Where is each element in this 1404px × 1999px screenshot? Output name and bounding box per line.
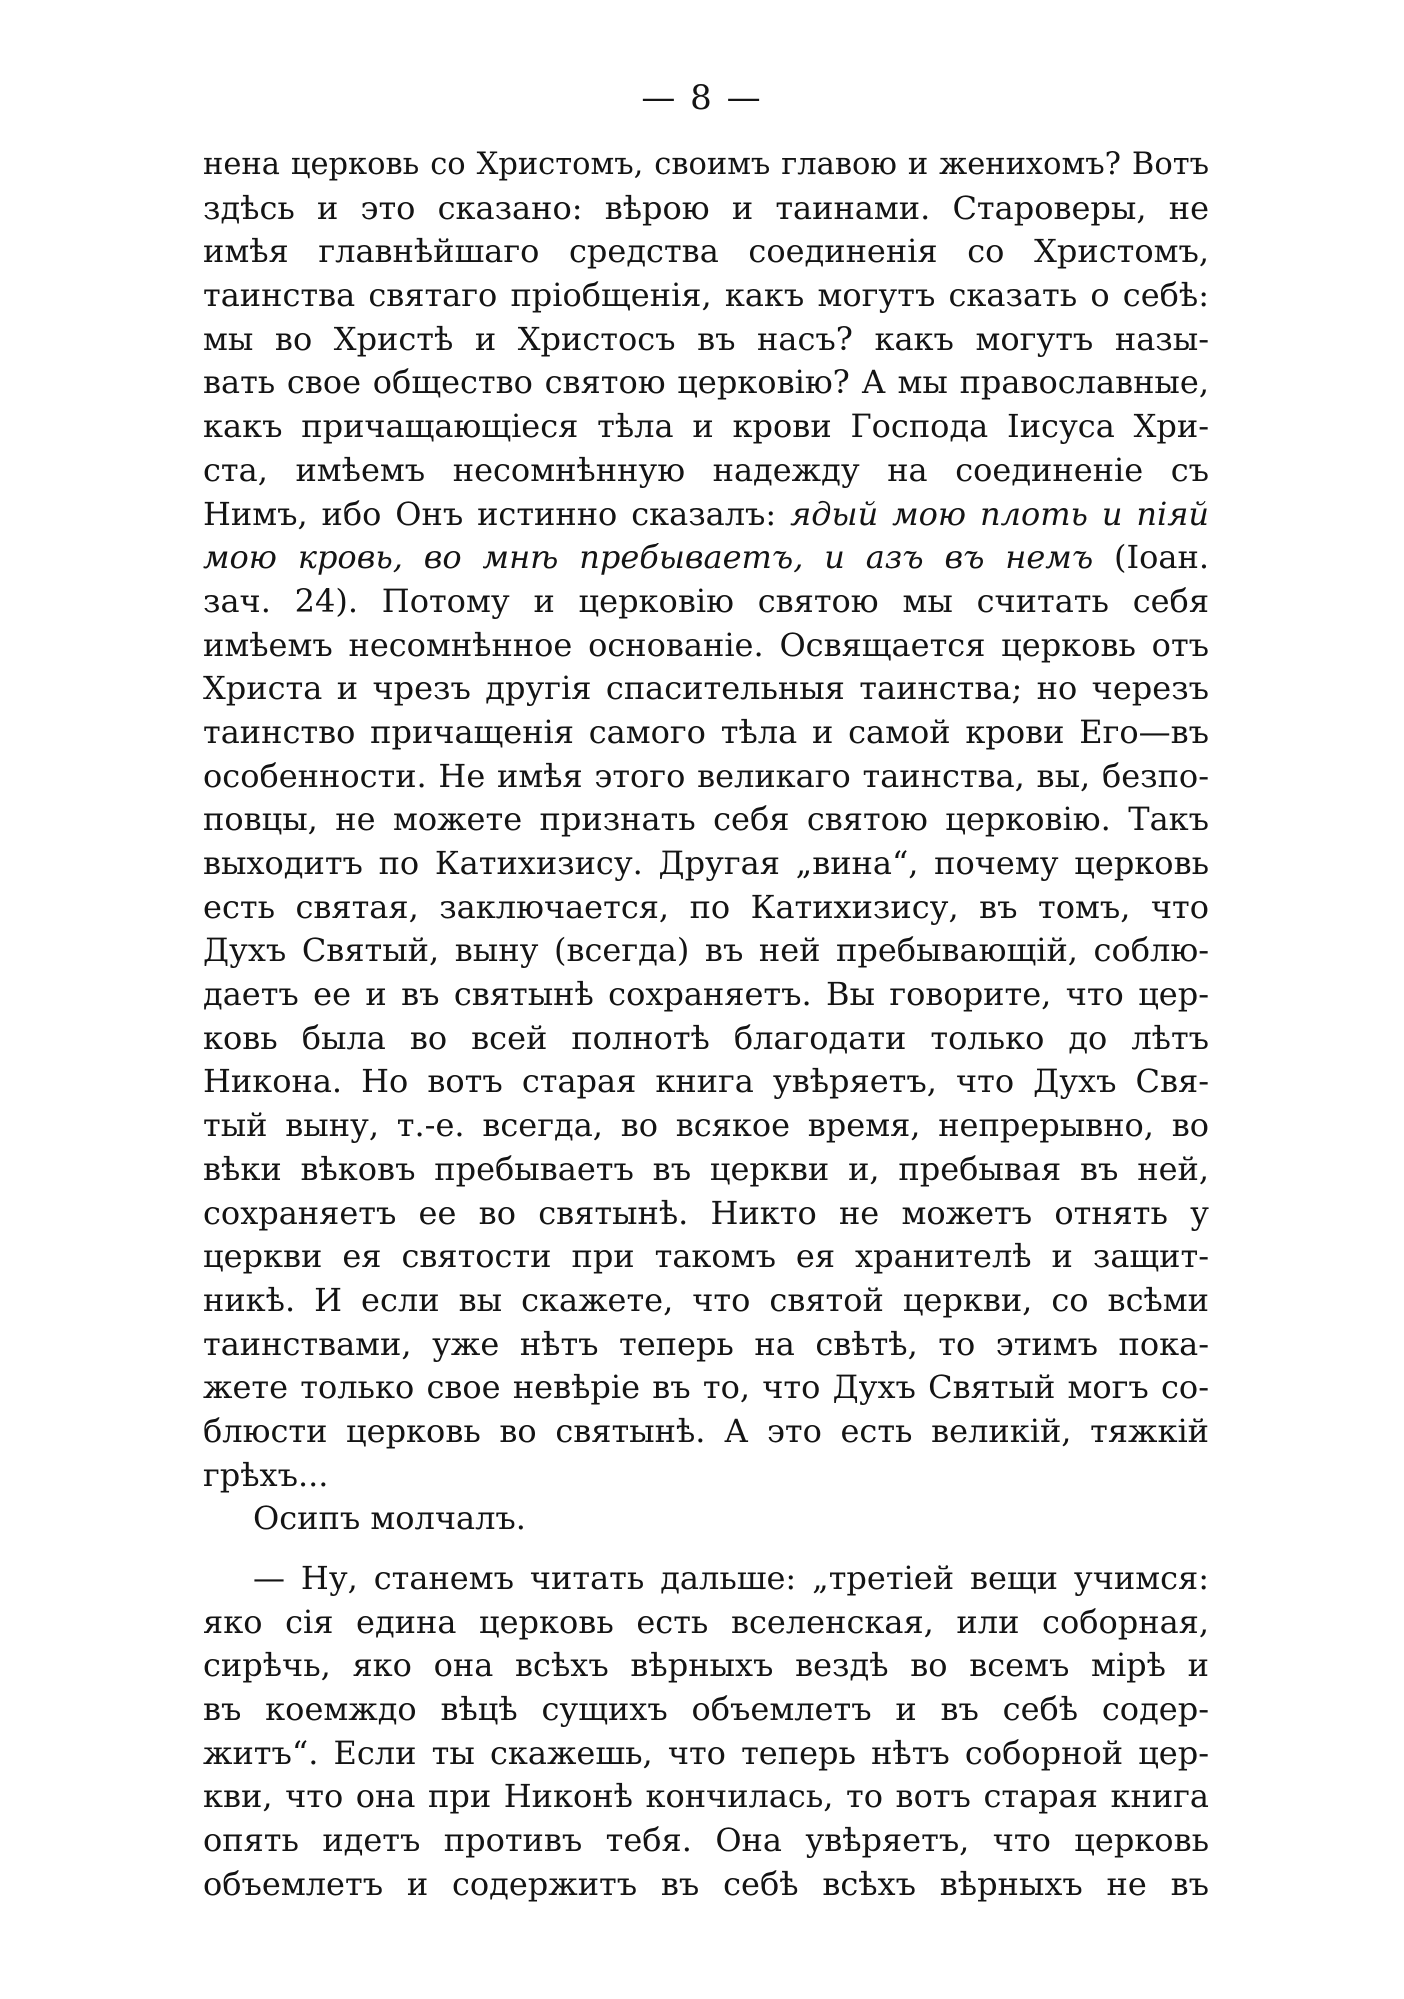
text-segment: Нимъ, ибо Онъ истинно сказалъ: [203,494,791,533]
text-line [203,973,1209,1017]
text-segment: нена церковь со Христомъ, своимъ главою и женихомъ? Вотъ [203,147,1209,182]
text-segment: объемлетъ и содержитъ въ себѣ всѣхъ вѣрныхъ не въ [203,1864,1209,1903]
text-line [203,1323,1209,1367]
text-segment: тый выну, т.-е. всегда, во всякое время, непрерывно, во [203,1106,1209,1145]
text-line [203,536,1209,580]
text-segment: повцы, не можете признать себя святою церковію. Такъ [203,800,1209,839]
text-line [203,842,1209,886]
text-segment: какъ причащающіеся тѣла и крови Господа Іисуса Хри- [203,407,1209,446]
text-segment: яко сія едина церковь есть вселенская, или соборная, [203,1602,1209,1641]
text-segment: имѣемъ несомнѣнное основаніе. Освящается церковь отъ [203,625,1209,664]
text-segment: мы во Христѣ и Христосъ въ насъ? какъ могутъ назы- [203,319,1209,358]
text-line [203,798,1209,842]
text-line [203,449,1209,493]
text-line [203,1104,1209,1148]
text-segment: церкви ея святости при такомъ ея хранителѣ и защит- [203,1237,1209,1276]
text-line [203,1060,1209,1104]
text-line [203,1601,1209,1645]
text-segment: здѣсь и это сказано: вѣрою и таинами. Староверы, не [203,188,1209,227]
text-segment: имѣя главнѣйшаго средства соединенія со Христомъ, [203,232,1209,271]
text-line [203,318,1209,362]
text-segment: (Іоан. [1093,538,1209,577]
text-line [203,667,1209,711]
text-segment: жете только свое невѣріе въ то, что Духъ Святый могъ со- [203,1368,1209,1407]
text-segment: ста, имѣемъ несомнѣнную надежду на соединеніе съ [203,450,1209,489]
text-segment: кви, что она при Никонѣ кончилась, то вотъ старая книга [203,1777,1209,1816]
text-segment: грѣхъ... [203,1455,329,1494]
text-line [203,624,1209,668]
text-segment: ковь была во всей полнотѣ благодати только до лѣтъ [203,1018,1209,1057]
italic-quote: мою кровь, во мнѣ пребываетъ, и азъ въ немъ [203,538,1094,577]
text-line [203,1235,1209,1279]
text-line [203,493,1209,537]
italic-quote: ядый мою плоть и піяй [790,494,1209,533]
text-segment: сохраняетъ ее во святынѣ. Никто не можетъ отнять у [203,1193,1209,1232]
text-segment: никѣ. И если вы скажете, что святой церкви, со всѣми [203,1280,1209,1319]
text-line [203,1017,1209,1061]
text-line [203,1644,1209,1688]
text-line [203,1819,1209,1863]
text-line [203,1454,1209,1498]
text-segment: житъ“. Если ты скажешь, что теперь нѣтъ соборной цер- [203,1733,1209,1772]
text-line [203,1192,1209,1236]
text-line [203,1688,1209,1732]
text-line [203,1863,1209,1907]
text-line [203,405,1209,449]
text-line [203,1557,1209,1601]
text-line [203,580,1209,624]
text-segment: Христа и чрезъ другія спасительныя таинства; но черезъ [203,669,1209,708]
text-segment: таинство причащенія самого тѣла и самой крови Его—въ [203,712,1209,751]
text-segment: блюсти церковь во святынѣ. А это есть великій, тяжкій [203,1411,1209,1450]
body-text [203,143,1209,1907]
text-line [203,711,1209,755]
text-line [203,929,1209,973]
text-line [203,1366,1209,1410]
text-line [203,187,1209,231]
page-number: — 8 — [641,78,763,118]
text-line [203,1732,1209,1776]
text-segment: есть святая, заключается, по Катихизису, въ томъ, что [203,887,1209,926]
text-segment: даетъ ее и въ святынѣ сохраняетъ. Вы говорите, что цер- [203,975,1209,1014]
text-line [203,1497,1209,1541]
text-segment: вѣки вѣковъ пребываетъ въ церкви и, пребывая въ ней, [203,1149,1209,1188]
text-line [203,1279,1209,1323]
text-segment: въ коемждо вѣцѣ сущихъ объемлетъ и въ себѣ содер- [203,1690,1209,1729]
text-segment: — Ну, станемъ читать дальше: „третіей вещи учимся: [253,1559,1209,1597]
text-segment: особенности. Не имѣя этого великаго таинства, вы, безпо- [203,756,1209,795]
text-line [203,230,1209,274]
text-segment: таинствами, уже нѣтъ теперь на свѣтѣ, то этимъ пока- [203,1324,1209,1363]
text-line [203,143,1209,187]
text-line [203,886,1209,930]
text-segment: таинства святаго пріобщенія, какъ могутъ сказать о себѣ: [203,276,1209,315]
text-segment: Осипъ молчалъ. [253,1499,526,1538]
text-line [203,1148,1209,1192]
text-line [203,1410,1209,1454]
text-segment: вать свое общество святою церковію? А мы православные, [203,363,1209,402]
text-line [203,361,1209,405]
text-segment: Никона. Но вотъ старая книга увѣряетъ, что Духъ Свя- [203,1062,1209,1101]
text-segment: зач. 24). Потому и церковію святою мы считать себя [203,581,1209,620]
text-line [203,755,1209,799]
text-segment: Духъ Святый, выну (всегда) въ ней пребывающій, соблю- [203,931,1209,970]
text-segment: выходитъ по Катихизису. Другая „вина“, почему церковь [203,844,1209,882]
text-segment: опять идетъ противъ тебя. Она увѣряетъ, что церковь [203,1821,1209,1860]
text-line [203,274,1209,318]
text-line [203,1775,1209,1819]
text-segment: сирѣчь, яко она всѣхъ вѣрныхъ вездѣ во всемъ мірѣ и [203,1646,1209,1685]
